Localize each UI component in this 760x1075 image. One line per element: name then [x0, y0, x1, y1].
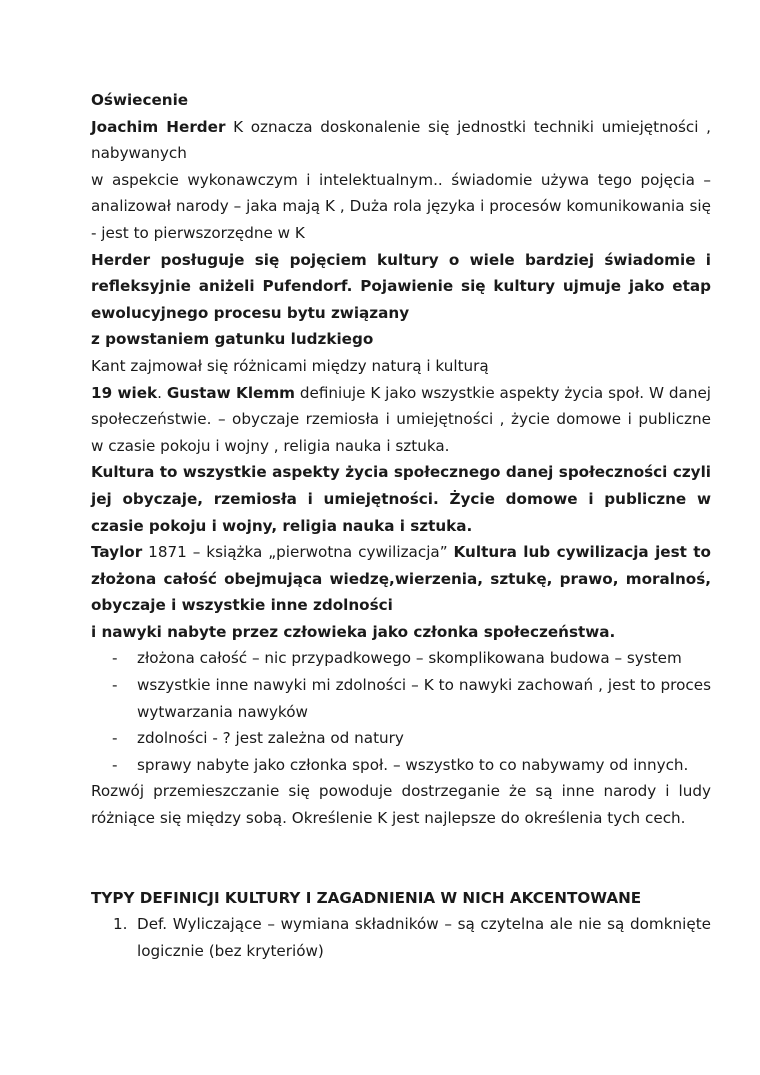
- spacer: [91, 832, 711, 885]
- list-item: - zdolności - ? jest zależna od natury: [91, 725, 711, 752]
- herder-paragraph-2: w aspekcie wykonawczym i intelektualnym.. świadomie używa tego pojęcia – analizował narody – jaka mają K , Duża rola języka i procesów komunikowania się - jest to pierwszorzędne w K: [91, 170, 711, 242]
- dash-list: [91, 645, 711, 778]
- section-title: Oświecenie: [91, 91, 189, 109]
- closing-paragraph: Rozwój przemieszczanie się powoduje dostrzeganie że są inne narody i ludy różniące się między sobą. Określenie K jest najlepsze do określenia tych cech.: [91, 782, 711, 828]
- dash-marker: -: [112, 676, 118, 695]
- document-body: [91, 87, 711, 964]
- dash-marker: -: [112, 729, 118, 748]
- list-item: - wszystkie inne nawyki mi zdolności – K to nawyki zachowań , jest to proces wytwarzania nawyków: [91, 672, 711, 725]
- numbered-list: [91, 911, 711, 964]
- dash-marker: -: [112, 755, 118, 774]
- number-marker: 1.: [113, 915, 128, 934]
- klemm-bold-paragraph: Kultura to wszystkie aspekty życia społecznego danej społeczności czyli jej obyczaje, rzemiosła i umiejętności. Życie domowe i publiczne w czasie pokoju i wojny, religia nauka i sztuka.: [91, 463, 711, 535]
- dash-marker: -: [112, 649, 118, 668]
- list-item: - złożona całość – nic przypadkowego – skomplikowana budowa – system: [91, 645, 711, 672]
- klemm-name: Gustaw Klemm: [166, 383, 295, 402]
- century-label: 19 wiek: [91, 383, 158, 402]
- taylor-bold-paragraph-2: i nawyki nabyte przez człowieka jako członka społeczeństwa.: [91, 622, 616, 641]
- list-item: 1. Def. Wyliczające – wymiana składników – są czytelna ale nie są domknięte logicznie (bez kryteriów): [91, 911, 711, 964]
- taylor-paragraph: Taylor 1871 – książka „pierwotna cywilizacja” Kultura lub cywilizacja jest to złożona całość obejmująca wiedzę,wierzenia, sztukę, prawo, moralnoś, obyczaje i wszystkie inne zdolności: [91, 543, 711, 615]
- herder-bold-paragraph-2: z powstaniem gatunku ludzkiego: [91, 330, 374, 349]
- herder-paragraph: Joachim Herder K oznacza doskonalenie się jednostki techniki umiejętności , nabywanych: [91, 117, 711, 163]
- kant-paragraph: Kant zajmował się różnicami między naturą i kulturą: [91, 356, 489, 375]
- herder-bold-paragraph: Herder posługuje się pojęciem kultury o wiele bardziej świadomie i refleksyjnie aniżeli Pufendorf. Pojawienie się kultury ujmuje jako etap ewolucyjnego procesu bytu związany: [91, 250, 711, 322]
- klemm-paragraph: 19 wiek. Gustaw Klemm definiuje K jako wszystkie aspekty życia społ. W danej społeczeństwie. – obyczaje rzemiosła i umiejętności , życie domowe i publiczne w czasie pokoju i wojny , religia nauka i sztuka.: [91, 383, 712, 455]
- herder-name: Joachim Herder: [91, 117, 226, 136]
- section-heading: TYPY DEFINICJI KULTURY I ZAGADNIENIA W NICH AKCENTOWANE: [91, 888, 642, 907]
- list-item: - sprawy nabyte jako członka społ. – wszystko to co nabywamy od innych.: [91, 752, 711, 779]
- taylor-name: Taylor: [91, 543, 143, 562]
